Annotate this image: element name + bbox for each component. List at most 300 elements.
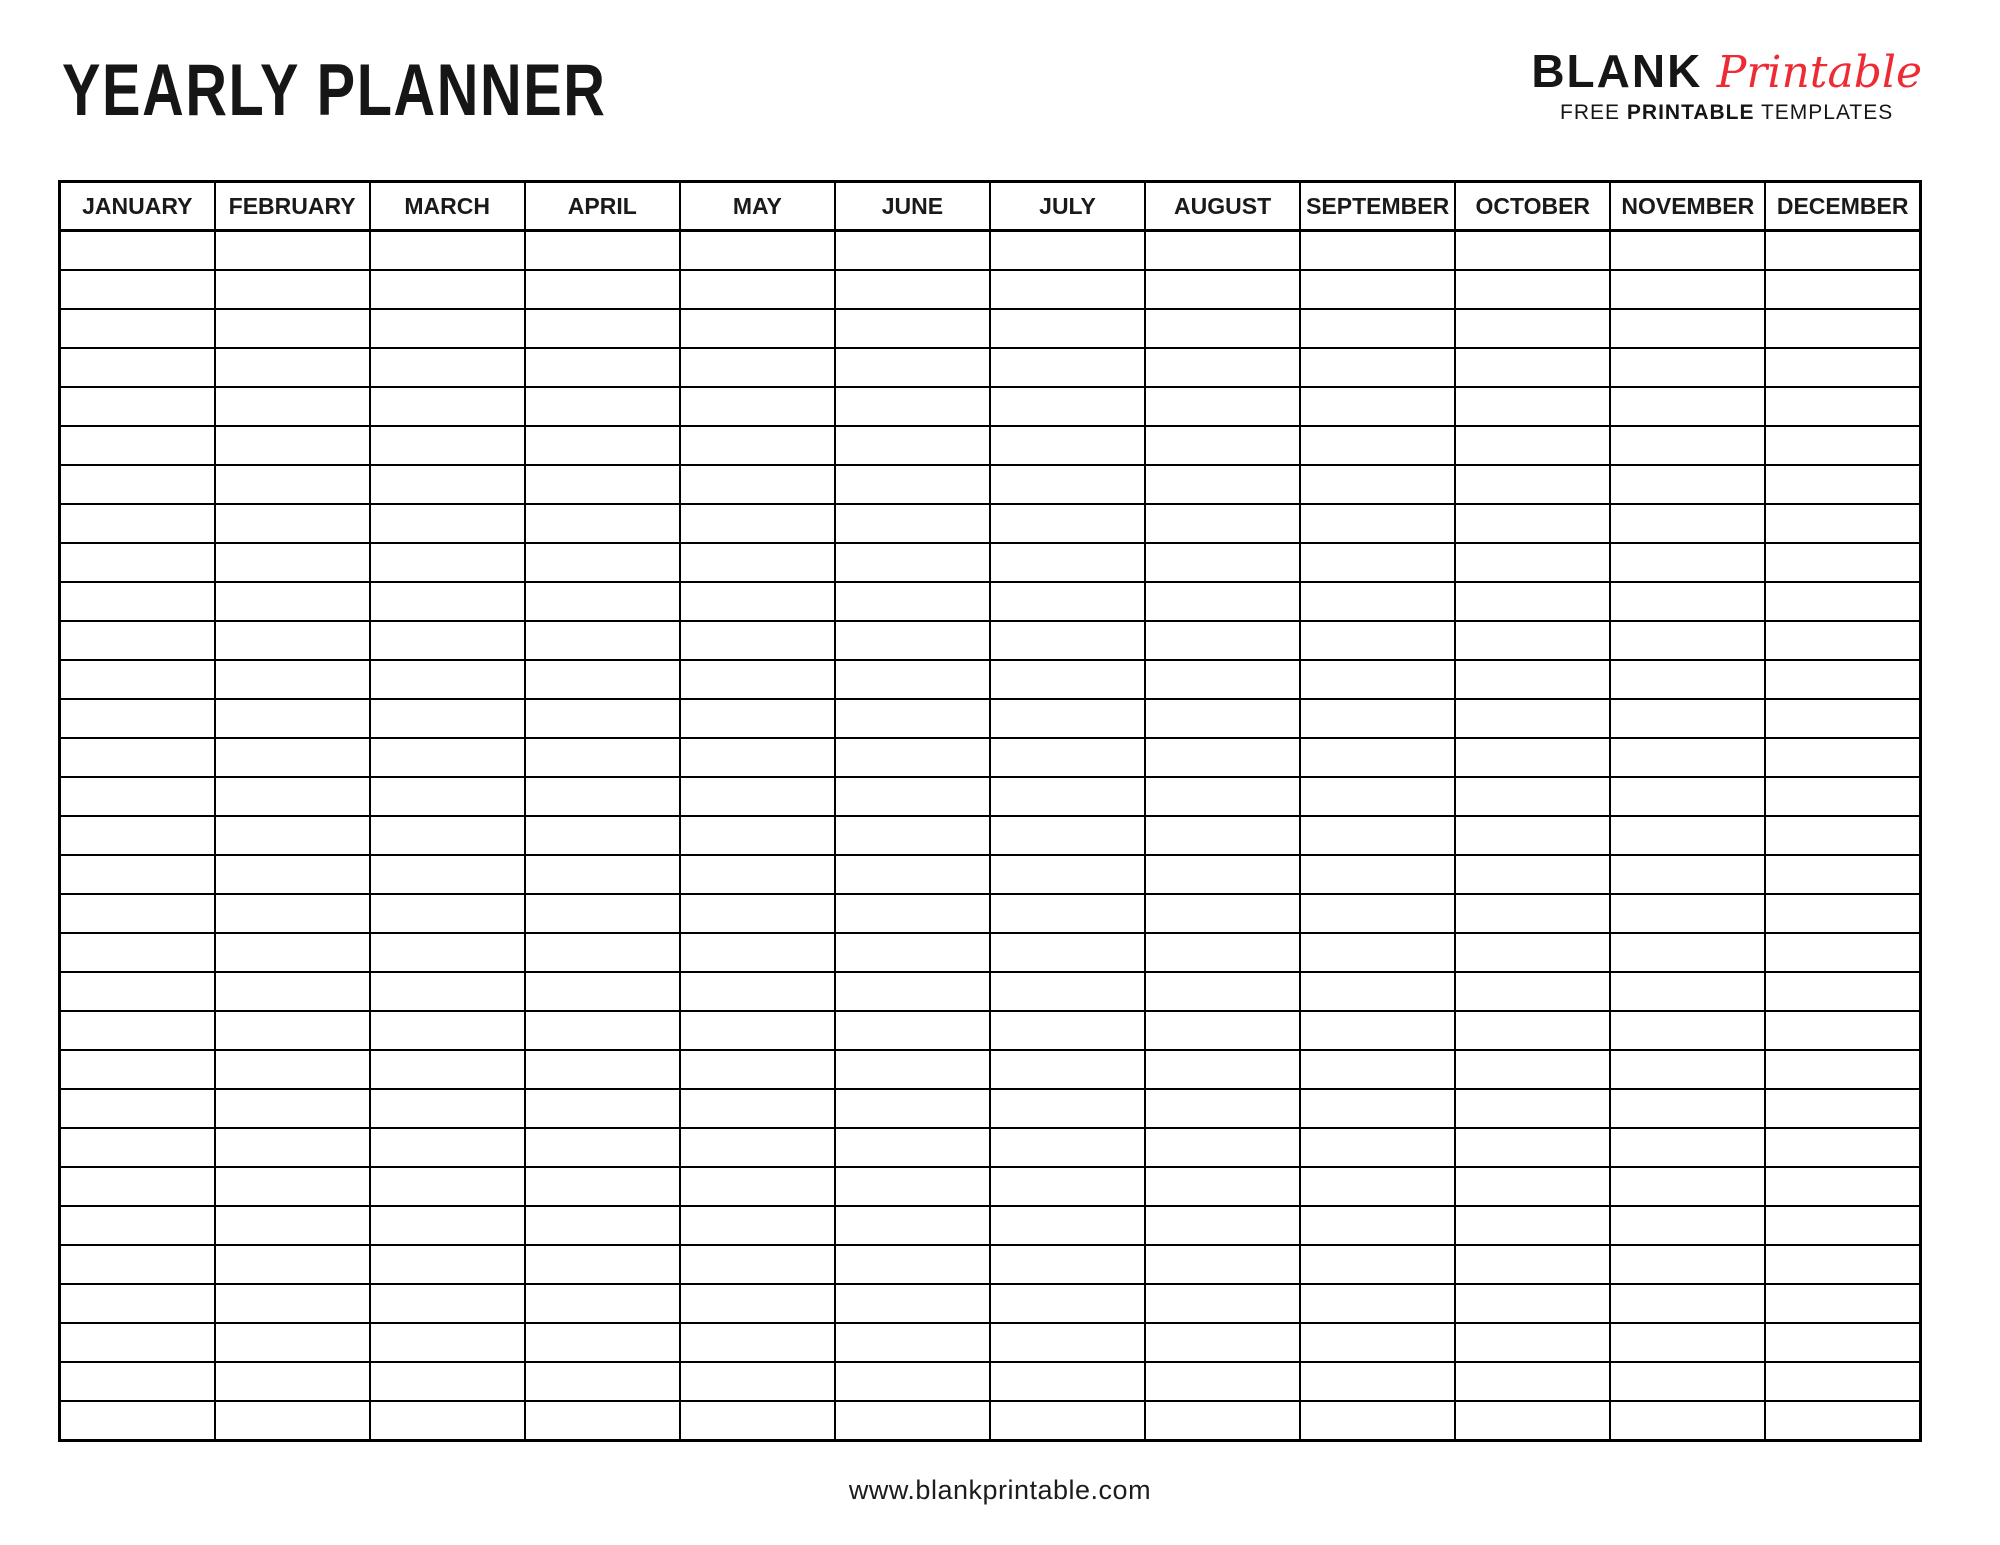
planner-cell-february-8 <box>215 504 370 543</box>
planner-cell-january-7 <box>60 465 215 504</box>
planner-cell-january-17 <box>60 855 215 894</box>
planner-cell-october-25 <box>1455 1167 1610 1206</box>
planner-cell-february-31 <box>215 1401 370 1441</box>
planner-cell-december-7 <box>1765 465 1920 504</box>
planner-cell-june-27 <box>835 1245 990 1284</box>
planner-cell-may-29 <box>680 1323 835 1362</box>
planner-cell-february-7 <box>215 465 370 504</box>
planner-cell-june-25 <box>835 1167 990 1206</box>
planner-cell-november-8 <box>1610 504 1765 543</box>
planner-cell-august-24 <box>1145 1128 1300 1167</box>
planner-cell-july-9 <box>990 543 1145 582</box>
planner-cell-august-2 <box>1145 270 1300 309</box>
planner-cell-december-13 <box>1765 699 1920 738</box>
planner-cell-july-10 <box>990 582 1145 621</box>
planner-cell-february-20 <box>215 972 370 1011</box>
planner-cell-may-30 <box>680 1362 835 1401</box>
planner-cell-august-4 <box>1145 348 1300 387</box>
planner-cell-september-23 <box>1300 1089 1455 1128</box>
planner-cell-january-12 <box>60 660 215 699</box>
planner-cell-september-29 <box>1300 1323 1455 1362</box>
planner-cell-december-28 <box>1765 1284 1920 1323</box>
planner-cell-june-8 <box>835 504 990 543</box>
planner-cell-july-31 <box>990 1401 1145 1441</box>
planner-cell-march-26 <box>370 1206 525 1245</box>
planner-cell-august-17 <box>1145 855 1300 894</box>
planner-cell-september-13 <box>1300 699 1455 738</box>
planner-cell-april-20 <box>525 972 680 1011</box>
planner-row-7 <box>60 465 1921 504</box>
planner-cell-september-6 <box>1300 426 1455 465</box>
planner-cell-may-10 <box>680 582 835 621</box>
planner-cell-october-11 <box>1455 621 1610 660</box>
planner-cell-february-11 <box>215 621 370 660</box>
planner-cell-june-29 <box>835 1323 990 1362</box>
brand-logo <box>1531 45 1922 125</box>
planner-cell-november-1 <box>1610 231 1765 271</box>
planner-cell-january-28 <box>60 1284 215 1323</box>
planner-cell-december-30 <box>1765 1362 1920 1401</box>
planner-row-20 <box>60 972 1921 1011</box>
planner-cell-october-31 <box>1455 1401 1610 1441</box>
planner-cell-november-13 <box>1610 699 1765 738</box>
planner-cell-may-2 <box>680 270 835 309</box>
planner-cell-march-17 <box>370 855 525 894</box>
planner-cell-october-29 <box>1455 1323 1610 1362</box>
planner-cell-april-15 <box>525 777 680 816</box>
month-header-april: APRIL <box>525 182 680 231</box>
planner-cell-september-17 <box>1300 855 1455 894</box>
planner-cell-february-10 <box>215 582 370 621</box>
planner-cell-february-19 <box>215 933 370 972</box>
planner-cell-may-12 <box>680 660 835 699</box>
planner-cell-april-22 <box>525 1050 680 1089</box>
planner-cell-november-20 <box>1610 972 1765 1011</box>
planner-cell-may-15 <box>680 777 835 816</box>
planner-cell-february-29 <box>215 1323 370 1362</box>
month-header-july: JULY <box>990 182 1145 231</box>
planner-cell-october-16 <box>1455 816 1610 855</box>
planner-cell-july-6 <box>990 426 1145 465</box>
planner-cell-july-3 <box>990 309 1145 348</box>
planner-cell-november-2 <box>1610 270 1765 309</box>
planner-cell-july-24 <box>990 1128 1145 1167</box>
planner-row-14 <box>60 738 1921 777</box>
planner-cell-august-20 <box>1145 972 1300 1011</box>
planner-row-1 <box>60 231 1921 271</box>
planner-cell-january-2 <box>60 270 215 309</box>
planner-cell-august-27 <box>1145 1245 1300 1284</box>
planner-cell-june-21 <box>835 1011 990 1050</box>
planner-row-17 <box>60 855 1921 894</box>
planner-cell-october-18 <box>1455 894 1610 933</box>
planner-cell-november-22 <box>1610 1050 1765 1089</box>
planner-cell-october-2 <box>1455 270 1610 309</box>
planner-cell-june-7 <box>835 465 990 504</box>
planner-cell-november-14 <box>1610 738 1765 777</box>
planner-row-27 <box>60 1245 1921 1284</box>
planner-cell-july-7 <box>990 465 1145 504</box>
planner-cell-may-27 <box>680 1245 835 1284</box>
planner-cell-march-3 <box>370 309 525 348</box>
planner-cell-march-6 <box>370 426 525 465</box>
planner-cell-october-1 <box>1455 231 1610 271</box>
planner-cell-january-29 <box>60 1323 215 1362</box>
planner-cell-february-12 <box>215 660 370 699</box>
planner-row-13 <box>60 699 1921 738</box>
planner-cell-june-22 <box>835 1050 990 1089</box>
planner-cell-december-14 <box>1765 738 1920 777</box>
planner-cell-december-2 <box>1765 270 1920 309</box>
month-header-november: NOVEMBER <box>1610 182 1765 231</box>
planner-cell-may-26 <box>680 1206 835 1245</box>
planner-cell-july-28 <box>990 1284 1145 1323</box>
planner-row-10 <box>60 582 1921 621</box>
planner-cell-december-19 <box>1765 933 1920 972</box>
planner-cell-july-23 <box>990 1089 1145 1128</box>
planner-cell-april-17 <box>525 855 680 894</box>
planner-cell-february-23 <box>215 1089 370 1128</box>
planner-cell-january-4 <box>60 348 215 387</box>
planner-cell-december-25 <box>1765 1167 1920 1206</box>
month-header-february: FEBRUARY <box>215 182 370 231</box>
planner-cell-august-15 <box>1145 777 1300 816</box>
planner-cell-june-30 <box>835 1362 990 1401</box>
planner-cell-july-19 <box>990 933 1145 972</box>
planner-cell-october-5 <box>1455 387 1610 426</box>
planner-cell-march-14 <box>370 738 525 777</box>
planner-cell-september-31 <box>1300 1401 1455 1441</box>
planner-cell-september-19 <box>1300 933 1455 972</box>
planner-cell-march-29 <box>370 1323 525 1362</box>
brand-script-text: Printable <box>1716 47 1922 98</box>
planner-cell-january-27 <box>60 1245 215 1284</box>
planner-cell-february-30 <box>215 1362 370 1401</box>
planner-cell-december-8 <box>1765 504 1920 543</box>
planner-cell-january-8 <box>60 504 215 543</box>
planner-cell-december-10 <box>1765 582 1920 621</box>
planner-cell-september-16 <box>1300 816 1455 855</box>
planner-cell-december-18 <box>1765 894 1920 933</box>
planner-cell-july-29 <box>990 1323 1145 1362</box>
planner-cell-december-23 <box>1765 1089 1920 1128</box>
planner-cell-august-21 <box>1145 1011 1300 1050</box>
planner-cell-december-11 <box>1765 621 1920 660</box>
planner-cell-may-21 <box>680 1011 835 1050</box>
planner-cell-april-25 <box>525 1167 680 1206</box>
planner-cell-september-11 <box>1300 621 1455 660</box>
planner-cell-august-5 <box>1145 387 1300 426</box>
planner-cell-june-13 <box>835 699 990 738</box>
planner-cell-july-13 <box>990 699 1145 738</box>
planner-cell-february-25 <box>215 1167 370 1206</box>
planner-cell-april-26 <box>525 1206 680 1245</box>
page-title: YEARLY PLANNER <box>62 50 607 131</box>
planner-cell-november-25 <box>1610 1167 1765 1206</box>
planner-row-12 <box>60 660 1921 699</box>
planner-cell-september-8 <box>1300 504 1455 543</box>
planner-cell-april-1 <box>525 231 680 271</box>
planner-cell-october-27 <box>1455 1245 1610 1284</box>
planner-cell-september-20 <box>1300 972 1455 1011</box>
planner-cell-august-9 <box>1145 543 1300 582</box>
planner-cell-may-1 <box>680 231 835 271</box>
planner-row-15 <box>60 777 1921 816</box>
planner-cell-march-7 <box>370 465 525 504</box>
planner-cell-january-13 <box>60 699 215 738</box>
planner-cell-september-28 <box>1300 1284 1455 1323</box>
planner-cell-november-28 <box>1610 1284 1765 1323</box>
planner-cell-february-27 <box>215 1245 370 1284</box>
planner-cell-may-9 <box>680 543 835 582</box>
planner-cell-june-18 <box>835 894 990 933</box>
tagline-printable: PRINTABLE <box>1626 101 1755 124</box>
planner-cell-may-5 <box>680 387 835 426</box>
planner-cell-january-18 <box>60 894 215 933</box>
planner-cell-june-2 <box>835 270 990 309</box>
planner-cell-april-4 <box>525 348 680 387</box>
planner-row-6 <box>60 426 1921 465</box>
planner-cell-may-14 <box>680 738 835 777</box>
planner-cell-december-1 <box>1765 231 1920 271</box>
planner-cell-june-9 <box>835 543 990 582</box>
planner-cell-june-19 <box>835 933 990 972</box>
planner-cell-july-18 <box>990 894 1145 933</box>
planner-cell-july-11 <box>990 621 1145 660</box>
planner-cell-november-12 <box>1610 660 1765 699</box>
brand-tagline <box>1531 101 1922 125</box>
planner-cell-december-27 <box>1765 1245 1920 1284</box>
planner-cell-july-30 <box>990 1362 1145 1401</box>
planner-cell-january-31 <box>60 1401 215 1441</box>
planner-cell-november-18 <box>1610 894 1765 933</box>
planner-cell-june-6 <box>835 426 990 465</box>
planner-cell-november-9 <box>1610 543 1765 582</box>
month-header-january: JANUARY <box>60 182 215 231</box>
planner-cell-november-30 <box>1610 1362 1765 1401</box>
planner-row-3 <box>60 309 1921 348</box>
planner-cell-june-11 <box>835 621 990 660</box>
planner-cell-july-12 <box>990 660 1145 699</box>
planner-row-11 <box>60 621 1921 660</box>
planner-cell-february-2 <box>215 270 370 309</box>
planner-cell-october-24 <box>1455 1128 1610 1167</box>
month-header-october: OCTOBER <box>1455 182 1610 231</box>
planner-cell-october-8 <box>1455 504 1610 543</box>
planner-cell-july-27 <box>990 1245 1145 1284</box>
planner-cell-june-23 <box>835 1089 990 1128</box>
planner-cell-july-14 <box>990 738 1145 777</box>
planner-cell-october-13 <box>1455 699 1610 738</box>
planner-cell-february-26 <box>215 1206 370 1245</box>
planner-cell-july-20 <box>990 972 1145 1011</box>
planner-cell-january-9 <box>60 543 215 582</box>
planner-cell-november-10 <box>1610 582 1765 621</box>
planner-cell-august-25 <box>1145 1167 1300 1206</box>
planner-cell-april-21 <box>525 1011 680 1050</box>
planner-cell-february-28 <box>215 1284 370 1323</box>
planner-cell-may-4 <box>680 348 835 387</box>
planner-cell-october-3 <box>1455 309 1610 348</box>
planner-cell-december-6 <box>1765 426 1920 465</box>
planner-cell-january-5 <box>60 387 215 426</box>
planner-cell-january-11 <box>60 621 215 660</box>
month-header-may: MAY <box>680 182 835 231</box>
planner-cell-june-3 <box>835 309 990 348</box>
planner-cell-october-19 <box>1455 933 1610 972</box>
planner-cell-may-13 <box>680 699 835 738</box>
planner-cell-february-18 <box>215 894 370 933</box>
planner-row-24 <box>60 1128 1921 1167</box>
planner-cell-october-20 <box>1455 972 1610 1011</box>
planner-cell-december-5 <box>1765 387 1920 426</box>
planner-cell-june-15 <box>835 777 990 816</box>
planner-cell-october-12 <box>1455 660 1610 699</box>
planner-row-9 <box>60 543 1921 582</box>
planner-cell-december-3 <box>1765 309 1920 348</box>
planner-cell-august-29 <box>1145 1323 1300 1362</box>
planner-cell-september-2 <box>1300 270 1455 309</box>
planner-cell-march-19 <box>370 933 525 972</box>
planner-cell-july-2 <box>990 270 1145 309</box>
planner-cell-may-17 <box>680 855 835 894</box>
planner-cell-october-17 <box>1455 855 1610 894</box>
planner-cell-march-4 <box>370 348 525 387</box>
planner-cell-september-24 <box>1300 1128 1455 1167</box>
planner-cell-october-28 <box>1455 1284 1610 1323</box>
planner-cell-april-23 <box>525 1089 680 1128</box>
planner-cell-june-4 <box>835 348 990 387</box>
planner-cell-december-12 <box>1765 660 1920 699</box>
planner-cell-may-16 <box>680 816 835 855</box>
planner-cell-october-30 <box>1455 1362 1610 1401</box>
planner-cell-november-29 <box>1610 1323 1765 1362</box>
planner-cell-february-24 <box>215 1128 370 1167</box>
planner-cell-november-24 <box>1610 1128 1765 1167</box>
planner-cell-january-21 <box>60 1011 215 1050</box>
planner-cell-march-11 <box>370 621 525 660</box>
month-header-december: DECEMBER <box>1765 182 1920 231</box>
planner-cell-may-11 <box>680 621 835 660</box>
planner-cell-january-10 <box>60 582 215 621</box>
planner-cell-april-8 <box>525 504 680 543</box>
planner-cell-august-6 <box>1145 426 1300 465</box>
planner-cell-march-5 <box>370 387 525 426</box>
planner-cell-june-24 <box>835 1128 990 1167</box>
planner-cell-august-3 <box>1145 309 1300 348</box>
planner-cell-may-3 <box>680 309 835 348</box>
planner-cell-november-17 <box>1610 855 1765 894</box>
planner-cell-september-10 <box>1300 582 1455 621</box>
planner-cell-april-9 <box>525 543 680 582</box>
planner-row-22 <box>60 1050 1921 1089</box>
planner-cell-december-31 <box>1765 1401 1920 1441</box>
planner-cell-march-12 <box>370 660 525 699</box>
planner-cell-august-13 <box>1145 699 1300 738</box>
planner-cell-march-8 <box>370 504 525 543</box>
planner-row-26 <box>60 1206 1921 1245</box>
planner-row-16 <box>60 816 1921 855</box>
planner-cell-may-23 <box>680 1089 835 1128</box>
planner-cell-may-7 <box>680 465 835 504</box>
planner-cell-june-10 <box>835 582 990 621</box>
planner-cell-april-18 <box>525 894 680 933</box>
planner-cell-december-26 <box>1765 1206 1920 1245</box>
planner-cell-november-5 <box>1610 387 1765 426</box>
planner-cell-july-4 <box>990 348 1145 387</box>
planner-cell-october-15 <box>1455 777 1610 816</box>
planner-cell-december-29 <box>1765 1323 1920 1362</box>
planner-cell-march-18 <box>370 894 525 933</box>
planner-cell-november-6 <box>1610 426 1765 465</box>
planner-cell-may-25 <box>680 1167 835 1206</box>
planner-cell-october-23 <box>1455 1089 1610 1128</box>
month-header-august: AUGUST <box>1145 182 1300 231</box>
planner-cell-february-6 <box>215 426 370 465</box>
planner-cell-march-23 <box>370 1089 525 1128</box>
planner-cell-july-22 <box>990 1050 1145 1089</box>
month-header-march: MARCH <box>370 182 525 231</box>
planner-cell-january-3 <box>60 309 215 348</box>
planner-cell-september-1 <box>1300 231 1455 271</box>
planner-cell-april-6 <box>525 426 680 465</box>
planner-cell-june-31 <box>835 1401 990 1441</box>
planner-cell-march-31 <box>370 1401 525 1441</box>
planner-cell-april-29 <box>525 1323 680 1362</box>
planner-cell-october-14 <box>1455 738 1610 777</box>
planner-cell-november-15 <box>1610 777 1765 816</box>
planner-cell-april-19 <box>525 933 680 972</box>
planner-cell-june-12 <box>835 660 990 699</box>
planner-cell-december-16 <box>1765 816 1920 855</box>
planner-cell-february-13 <box>215 699 370 738</box>
planner-cell-march-28 <box>370 1284 525 1323</box>
planner-cell-september-27 <box>1300 1245 1455 1284</box>
planner-cell-december-20 <box>1765 972 1920 1011</box>
planner-cell-february-17 <box>215 855 370 894</box>
planner-row-23 <box>60 1089 1921 1128</box>
planner-cell-january-24 <box>60 1128 215 1167</box>
tagline-free: FREE <box>1560 101 1621 124</box>
planner-cell-september-9 <box>1300 543 1455 582</box>
planner-cell-january-19 <box>60 933 215 972</box>
planner-row-29 <box>60 1323 1921 1362</box>
planner-cell-may-28 <box>680 1284 835 1323</box>
planner-cell-december-4 <box>1765 348 1920 387</box>
planner-cell-march-30 <box>370 1362 525 1401</box>
planner-cell-august-31 <box>1145 1401 1300 1441</box>
planner-cell-january-15 <box>60 777 215 816</box>
planner-cell-december-22 <box>1765 1050 1920 1089</box>
planner-cell-march-13 <box>370 699 525 738</box>
planner-cell-january-22 <box>60 1050 215 1089</box>
planner-cell-july-8 <box>990 504 1145 543</box>
planner-cell-august-7 <box>1145 465 1300 504</box>
planner-row-4 <box>60 348 1921 387</box>
planner-cell-july-26 <box>990 1206 1145 1245</box>
planner-cell-march-10 <box>370 582 525 621</box>
planner-cell-april-12 <box>525 660 680 699</box>
planner-cell-may-31 <box>680 1401 835 1441</box>
planner-cell-september-4 <box>1300 348 1455 387</box>
month-header-september: SEPTEMBER <box>1300 182 1455 231</box>
planner-cell-february-14 <box>215 738 370 777</box>
planner-row-8 <box>60 504 1921 543</box>
planner-cell-may-18 <box>680 894 835 933</box>
planner-cell-january-25 <box>60 1167 215 1206</box>
planner-cell-march-27 <box>370 1245 525 1284</box>
planner-cell-january-6 <box>60 426 215 465</box>
